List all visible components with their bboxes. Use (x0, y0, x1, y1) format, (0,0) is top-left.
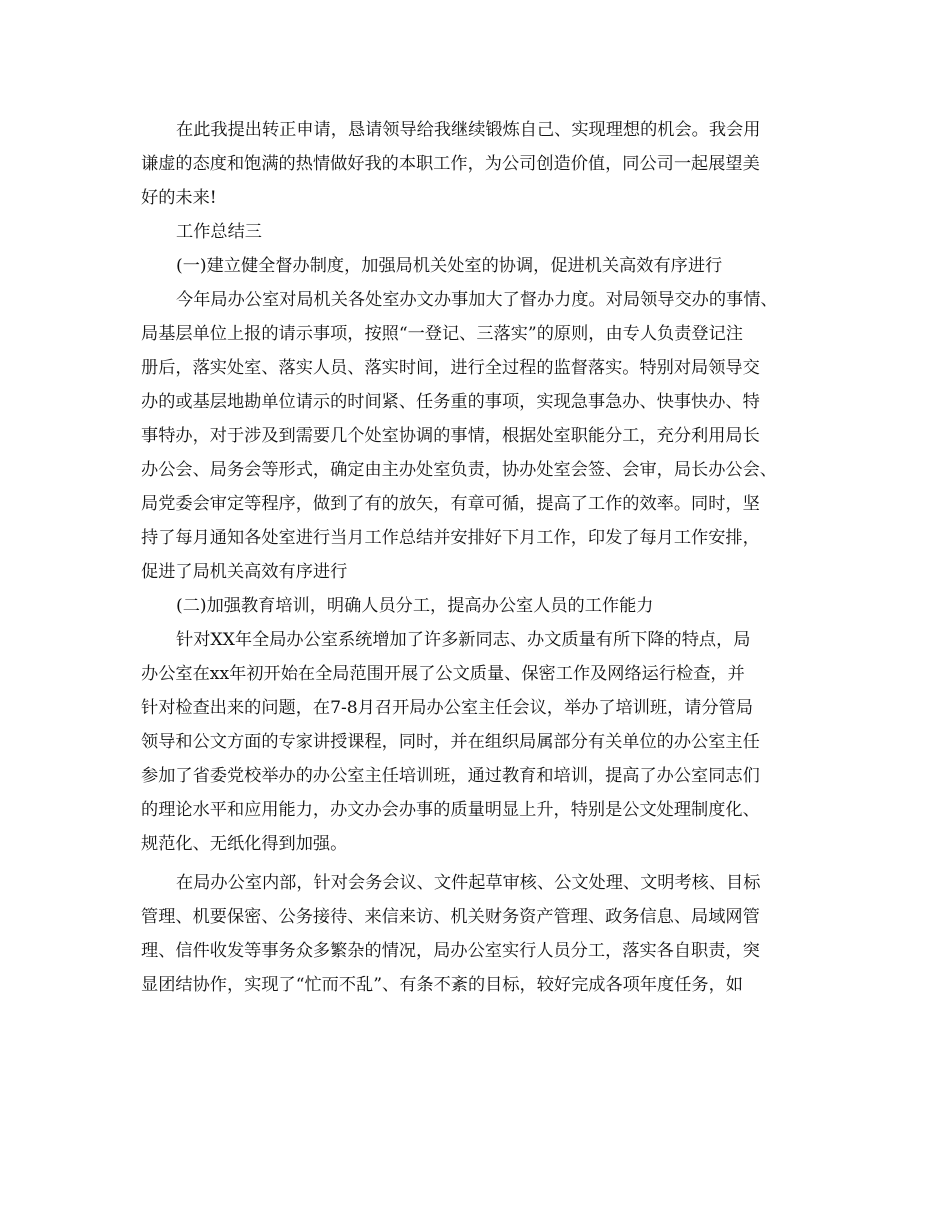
paragraph-line: 的理论水平和应用能力，办文办会办事的质量明显上升，特别是公文处理制度化、 (141, 800, 760, 820)
paragraph-line: 针对检查出来的问题，在7-8月召开局办公室主任会议，举办了培训班，请分管局 (141, 698, 754, 718)
paragraph-line: 事特办，对于涉及到需要几个处室协调的事情，根据处室职能分工，充分利用局长 (141, 426, 760, 446)
paragraph-line: 局基层单位上报的请示事项，按照“一登记、三落实”的原则，由专人负责登记注 (141, 324, 743, 344)
paragraph-line: 理、信件收发等事务众多繁杂的情况，局办公室实行人员分工，落实各自职责，突 (141, 941, 760, 961)
paragraph-line: 领导和公文方面的专家讲授课程，同时，并在组织局属部分有关单位的办公室主任 (141, 732, 760, 752)
paragraph-line: 办的或基层地勘单位请示的时间紧、任务重的事项，实现急事急办、快事快办、特 (141, 392, 760, 412)
subsection-heading: (一)建立健全督办制度，加强局机关处室的协调，促进机关高效有序进行 (176, 256, 723, 276)
paragraph-line: 促进了局机关高效有序进行 (141, 562, 348, 582)
paragraph-line: 在此我提出转正申请，恳请领导给我继续锻炼自己、实现理想的机会。我会用 (176, 120, 761, 140)
section-heading: 工作总结三 (176, 222, 262, 242)
paragraph-line: 今年局办公室对局机关各处室办文办事加大了督办力度。对局领导交办的事情、 (176, 290, 778, 310)
subsection-heading: (二)加强教育培训，明确人员分工，提高办公室人员的工作能力 (176, 596, 654, 616)
paragraph-line: 管理、机要保密、公务接待、来信来访、机关财务资产管理、政务信息、局域网管 (141, 907, 760, 927)
paragraph-line: 局党委会审定等程序，做到了有的放矢，有章可循，提高了工作的效率。同时，坚 (141, 494, 760, 514)
paragraph-line: 规范化、无纸化得到加强。 (141, 834, 348, 854)
paragraph-line: 谦虚的态度和饱满的热情做好我的本职工作，为公司创造价值，同公司一起展望美 (141, 154, 760, 174)
paragraph-line: 参加了省委党校举办的办公室主任培训班，通过教育和培训，提高了办公室同志们 (141, 766, 760, 786)
paragraph-line: 好的未来! (141, 188, 217, 208)
paragraph-line: 办公会、局务会等形式，确定由主办处室负责，协办处室会签、会审，局长办公会、 (141, 460, 777, 480)
document-body (141, 113, 813, 1002)
paragraph-line: 显团结协作，实现了“忙而不乱”、有条不紊的目标，较好完成各项年度任务，如 (141, 975, 743, 995)
paragraph-line: 持了每月通知各处室进行当月工作总结并安排好下月工作，印发了每月工作安排， (141, 528, 760, 548)
paragraph-line: 册后，落实处室、落实人员、落实时间，进行全过程的监督落实。特别对局领导交 (141, 358, 760, 378)
paragraph-line: 针对XX年全局办公室系统增加了许多新同志、办文质量有所下降的特点，局 (176, 630, 751, 650)
paragraph-line: 在局办公室内部，针对会务会议、文件起草审核、公文处理、文明考核、目标 (176, 873, 761, 893)
paragraph-line: 办公室在xx年初开始在全局范围开展了公文质量、保密工作及网络运行检查，并 (141, 664, 745, 684)
